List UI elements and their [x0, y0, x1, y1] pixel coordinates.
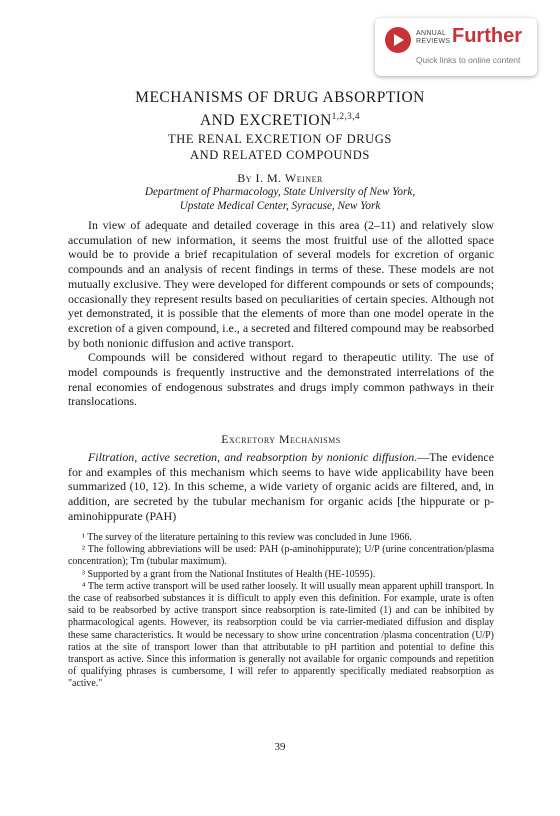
title-line2-text: AND EXCRETION — [199, 112, 332, 130]
article-subtitle-line1: THE RENAL EXCRETION OF DRUGS — [168, 132, 392, 146]
page-number: 39 — [274, 741, 286, 753]
article-title-line2 — [80, 107, 480, 130]
title-footnote-refs: 1,2,3,4 — [331, 111, 361, 121]
quick-links-label: Quick links to online content — [416, 55, 521, 65]
footnote: ³ Supported by a grant from the National Institutes of Health (HE-10595). — [82, 568, 376, 580]
section-subheading: Filtration, active secretion, and reabsorption by nonionic diffusion. — [88, 450, 418, 464]
further-links-badge[interactable] — [375, 18, 537, 76]
intro-text — [68, 218, 494, 409]
further-label: Further — [452, 25, 522, 47]
intro-paragraph: Compounds will be considered without regard to therapeutic utility. The use of model compounds is frequently instructive and the demonstrated interrelations of the renal economies of endogenous substrates and drugs imply common pathways in their translocations. — [68, 350, 494, 409]
section-paragraph-text: —The evidence for and examples of this mechanism which seems to have wide applicability have been summarized (10, 12). In this scheme, a wide variety of organic acids are filtered, and, in addition, are secreted by the tubular mechanism for organic acids [the hippurate or p-aminohippurate (PAH) — [68, 450, 494, 523]
affiliation-line1: Department of Pharmacology, State University of New York, — [144, 186, 416, 198]
author-byline: By I. M. Weiner — [237, 171, 323, 185]
article-subtitle-line2: AND RELATED COMPOUNDS — [190, 148, 370, 162]
section-heading: Excretory Mechanisms — [221, 432, 341, 446]
footnote: ¹ The survey of the literature pertaining to this review was concluded in June 1966. — [82, 532, 412, 543]
affiliation-line2: Upstate Medical Center, Syracuse, New York — [179, 200, 381, 212]
footnotes — [68, 532, 494, 691]
annual-reviews-logo-icon — [385, 27, 411, 53]
footnote: ⁴ The term active transport will be used rather loosely. It will usually mean apparent uphill transport. In the case of reabsorbed substances it is difficult to apply even this definition. For example, urate is often said to be reabsorbed by active transport since reabsorption is rate-limited (1) and can be inhibited by pharmacological agents. However, its reabsorption could be via carrier-mediated diffusion and display these same characteristics. It would be necessary to show urine concentration /plasma concentration (U/P) ratios at the site of transport lower than that attributable to pH partition and potential to define this transport as active. Since this information is generally not available for organic compounds and repetition of qualifying phrases is cumbersome, I will refer to apparently specifically mediated reabsorption as "active." — [68, 580, 494, 690]
intro-paragraph: In view of adequate and detailed coverage in this area (2–11) and relatively slow accumulation of new information, it seems the most fruitful use of the allotted space would be to provide a brief recapitulation of several models for excretion of organic compounds and an analysis of recent findings in terms of these. These models are not mutually exclusive. They were developed for different compounds or sets of compounds; occasionally they represent results based on peculiarities of certain species. Although not yet demonstrated, it is possible that the elements of more than one model operate in the excretion of a given compound, i.e., a secreted and filtered compound may be reabsorbed by both nonionic diffusion and active transport. — [68, 218, 494, 350]
section-text — [68, 450, 494, 524]
footnote: ² The following abbreviations will be used: PAH (p-aminohippurate); U/P (urine concentration/plasma concentration); Tm (tubular maximum). — [68, 544, 494, 568]
section-paragraph — [68, 450, 494, 524]
article-title-line1: MECHANISMS OF DRUG ABSORPTION — [135, 89, 425, 106]
annual-reviews-label: ANNUAL REVIEWS — [416, 30, 451, 45]
